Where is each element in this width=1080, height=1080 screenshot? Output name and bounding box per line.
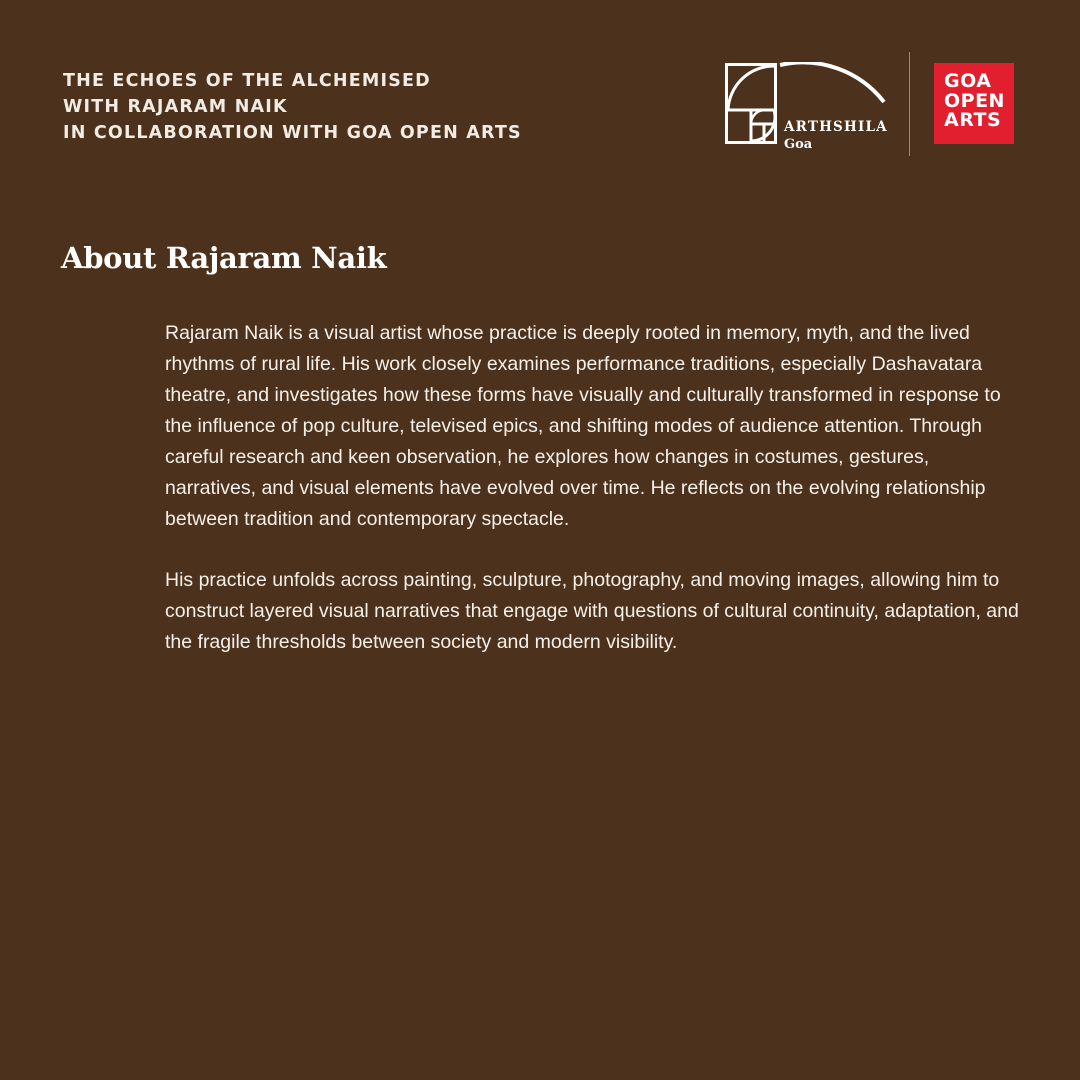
arthshila-logo [724,62,888,152]
arthshila-place: Goa [784,137,813,152]
goa-open-arts-line-1: GOA [944,70,992,92]
goa-open-arts-line-3: ARTS [944,109,1002,131]
header-line-collaboration: IN COLLABORATION WITH GOA OPEN ARTS [63,123,522,143]
bio-paragraph-1: Rajaram Naik is a visual artist whose practice is deeply rooted in memory, myth, and the lived rhythms of rural life. His work closely examines performance traditions, especially Dashavatara theatre, and investigates how these forms have visually and culturally transformed in response to the influence of pop culture, televised epics, and shifting modes of audience attention. Through careful research and keen observation, he explores how changes in costumes, gestures, narratives, and visual elements have evolved over time. He reflects on the evolving relationship between tradition and contemporary spectacle. [165,322,1001,530]
goa-open-arts-logo [934,63,1014,144]
partner-logos [724,52,1019,156]
header-line-title: THE ECHOES OF THE ALCHEMISED [63,71,431,91]
bio-paragraph-2: His practice unfolds across painting, sculpture, photography, and moving images, allowing him to construct layered visual narratives that engage with questions of cultural continuity, adaptation, and the fragile thresholds between society and modern visibility. [165,569,1019,653]
artist-bio [165,318,1025,658]
arthshila-name: ARTHSHILA [784,119,888,135]
goa-open-arts-line-2: OPEN [944,89,1005,112]
logo-divider [909,52,910,156]
section-title: About Rajaram Naik [61,241,387,275]
header-line-artist: WITH RAJARAM NAIK [63,97,288,117]
exhibition-header [63,68,522,146]
